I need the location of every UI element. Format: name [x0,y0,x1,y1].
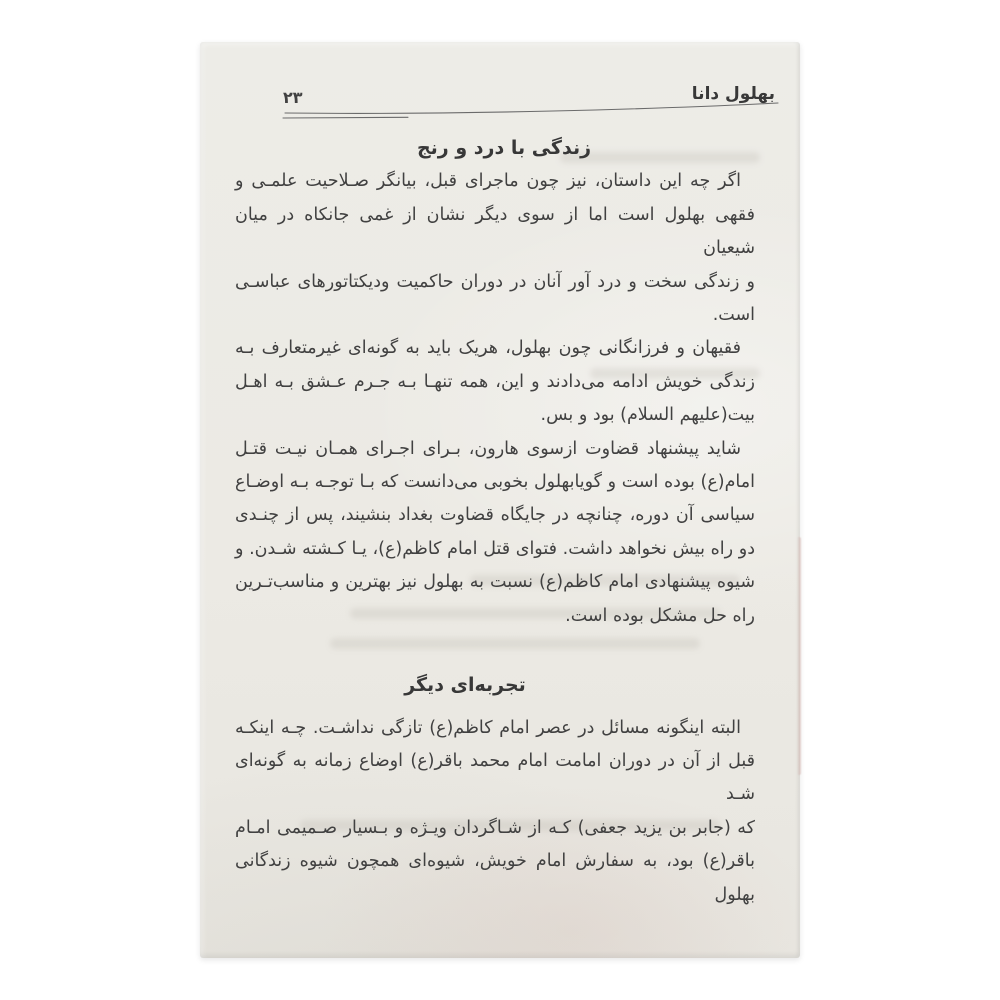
book-page [200,42,800,958]
text-line: که (جابر بن یزید جعفی) کـه از شـاگردان ویـژه و بـسیار صـمیمی امـام [235,817,755,838]
text-line: فقهی بهلول است اما از سوی دیگر نشان از غمی جانکاه در میان شیعیان [235,204,755,259]
text-line: شیوه پیشنهادی امام کاظم(ع) نسبت به بهلول نیز بهترین و مناسب‌تـرین [235,572,755,593]
text-line: زندگی خویش ادامه می‌دادند و این، همه تنهـا بـه جـرم عـشق بـه اهـل [235,371,755,392]
text-line: فقیهان و فرزانگانی چون بهلول، هریک باید به گونه‌ای غیرمتعارف بـه [235,338,741,359]
paragraph [235,165,755,332]
text-line: باقر(ع) بود، به سفارش امام خویش، شیوه‌ای همچون شیوه زندگانی بهلول [235,851,755,905]
text-line: البته اینگونه مسائل در عصر امام کاظم(ع) تازگی نداشـت. چـه اینکـه [235,717,741,738]
text-line: است. [712,305,755,326]
text-line: دو راه بیش نخواهد داشت. فتوای قتل امام کاظم(ع)، یـا کـشته شـدن. و [235,538,755,559]
section-heading-another-experience: تجربه‌ای دیگر [404,674,526,697]
text-line: قبل از آن در دوران امامت امام محمد باقر(ع) اوضاع زمانه به گونه‌ای شـد [235,750,755,805]
text-line: سیاسی آن دوره، چنانچه در جایگاه قضاوت بغداد بنشیند، پس از چنـدی [235,505,755,526]
text-line: امام(ع) بوده است و گویابهلول بخوبی می‌دانست که بـا توجـه بـه اوضـاع [235,472,755,493]
text-line: اگر چه این داستان، نیز چون ماجرای قبل، بیانگر صـلاحیت علمـی و [235,171,741,192]
page-number: ۲۳ [283,88,303,107]
page-content [235,132,755,912]
section-heading-life-with-pain: زندگی با درد و رنج [416,137,592,159]
header-rule-line [280,100,780,124]
text-line: بیت(علیهم السلام) بود و بس. [540,405,755,426]
paragraph [235,332,755,432]
paragraph [235,712,755,912]
text-line: راه حل مشکل بوده است. [565,605,755,626]
running-title: بهلول دانا [691,84,775,104]
text-line: شاید پیشنهاد قضاوت ازسوی هارون، بـرای اجـرای همـان نیـت قتـل [235,438,741,459]
paragraph [235,433,755,633]
text-line: و زندگی سخت و درد آور آنان در دوران حاکمیت ودیکتاتورهای عباسـی [235,271,755,292]
